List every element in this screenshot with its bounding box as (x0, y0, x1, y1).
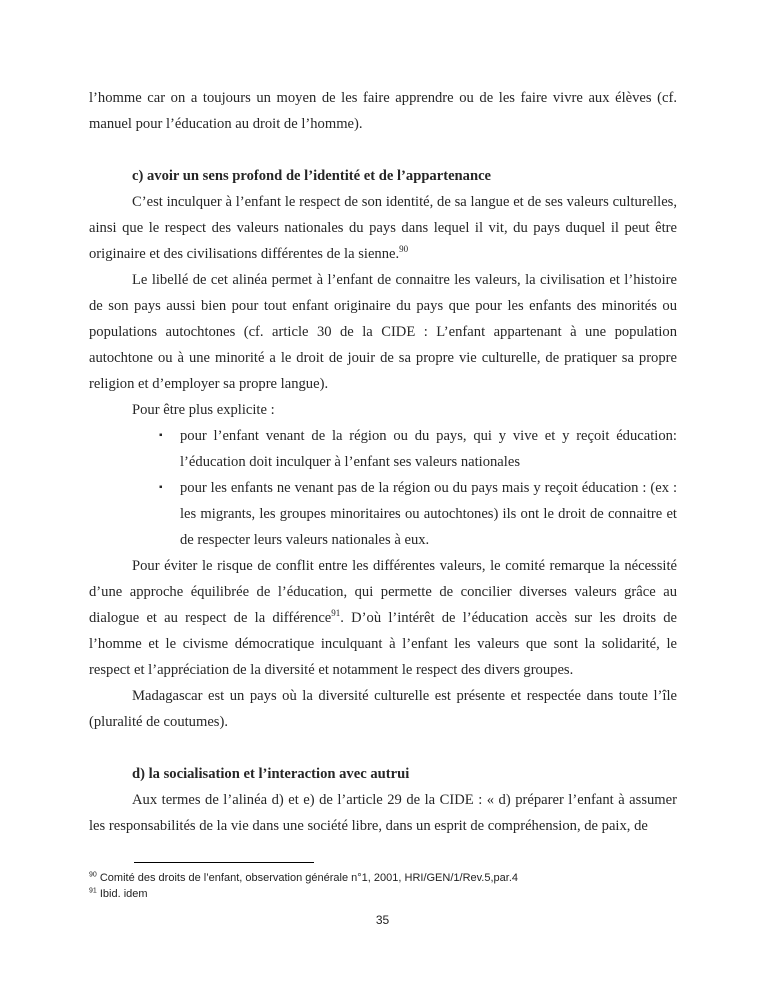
page-number: 35 (375, 913, 390, 927)
list-item (89, 423, 677, 475)
section-c-paragraph-4-text-b: . D’où l’intérêt de l’éducation accès sur les droits de l’homme et le civisme démocratique inculquant à l’enfant les valeurs que sont la solidarité, le respect et l’appréciation de la diversité et notamment le respect des divers groupes. (89, 610, 677, 678)
section-c-paragraph-4-text-a: Pour éviter le risque de conflit entre les différentes valeurs, le comité remarque la nécessité d’une approche équilibrée de l’éducation, qui permette de concilier diverses valeurs grâce au dialogue et au respect de la différence (89, 558, 677, 626)
list-item-text: pour les enfants ne venant pas de la région ou du pays mais y reçoit éducation : (ex : les migrants, les groupes minoritaires ou autochtones) ils ont le droit de connaitre et de respecter leurs valeurs nationales à eux. (180, 480, 677, 548)
footnote-text: Comité des droits de l’enfant, observation générale n°1, 2001, HRI/GEN/1/Rev.5,par.4 (96, 872, 519, 884)
footnote-ref-91: 91 (331, 608, 341, 619)
section-c-paragraph-1-text: C’est inculquer à l’enfant le respect de son identité, de sa langue et de ses valeurs culturelles, ainsi que le respect des valeurs nationales du pays dans lequel il vit, du pays duquel il peut être originaire et des civilisations différentes de la sienne. (89, 194, 677, 262)
bullet-icon: ▪ (159, 430, 163, 441)
section-c-paragraph-3: Pour être plus explicite : (132, 402, 275, 418)
bullet-icon: ▪ (159, 482, 163, 493)
footnote (89, 870, 689, 886)
section-c-heading: c) avoir un sens profond de l’identité et de l’appartenance (132, 168, 492, 184)
footnote-text: Ibid. idem (96, 888, 148, 900)
section-d-paragraph-1: Aux termes de l’alinéa d) et e) de l’article 29 de la CIDE : « d) préparer l’enfant à assumer les responsabilités de la vie dans une société libre, dans un esprit de compréhension, de paix, de (89, 792, 677, 834)
section-d-heading: d) la socialisation et l’interaction avec autrui (132, 766, 410, 782)
section-c-paragraph-1 (89, 189, 677, 267)
section-c-paragraph-2: Le libellé de cet alinéa permet à l’enfant de connaitre les valeurs, la civilisation et l’histoire de son pays aussi bien pour tout enfant originaire du pays que pour les enfants des minorités ou populations autochtones (cf. article 30 de la CIDE : L’enfant appartenant à une population autochtone ou à une minorité a le droit de jouir de sa propre vie culturelle, de pratiquer sa propre religion et d’employer sa propre langue). (89, 272, 677, 392)
footnote-ref-90: 90 (399, 244, 409, 255)
section-c-paragraph-4 (89, 553, 677, 683)
footnote (89, 886, 689, 902)
list-item (89, 475, 677, 553)
list-item-text: pour l’enfant venant de la région ou du pays, qui y vive et y reçoit éducation: l’éducation doit inculquer à l’enfant ses valeurs nationales (180, 428, 677, 470)
section-c-paragraph-5: Madagascar est un pays où la diversité culturelle est présente et respectée dans toute l’île (pluralité de coutumes). (89, 688, 677, 730)
footnote-number: 91 (89, 887, 97, 895)
footnote-separator (134, 862, 314, 863)
intro-paragraph: l’homme car on a toujours un moyen de les faire apprendre ou de les faire vivre aux élèves (cf. manuel pour l’éducation au droit de l’homme). (89, 90, 677, 132)
footnote-number: 90 (89, 871, 97, 879)
bullet-list (89, 423, 677, 553)
body-text (89, 85, 677, 839)
footnotes (89, 870, 689, 902)
